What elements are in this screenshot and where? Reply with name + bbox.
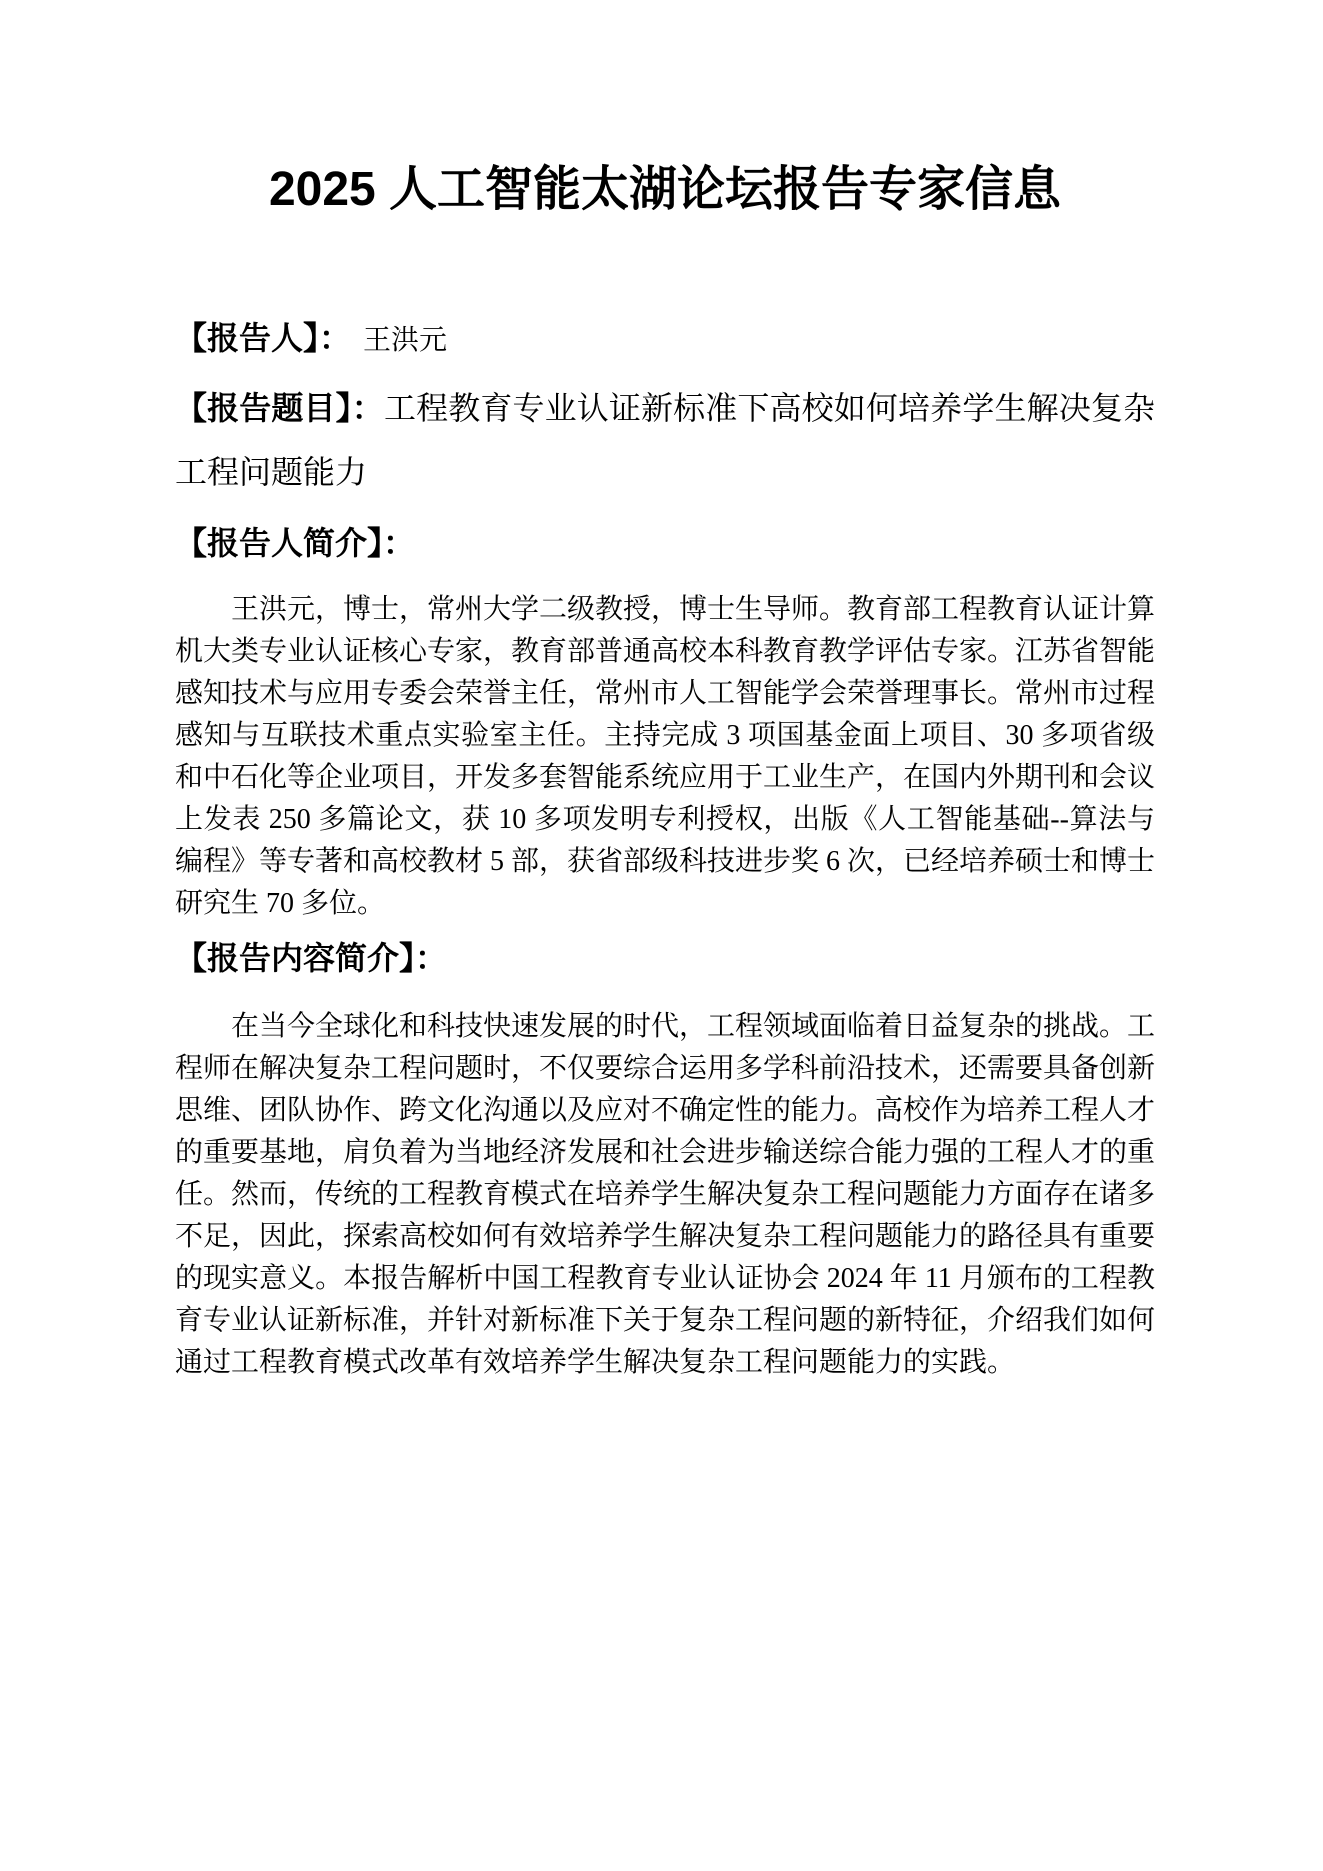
presenter-line bbox=[175, 316, 1155, 363]
presenter-name: 王洪元 bbox=[363, 325, 448, 356]
abstract-section-label: 【报告内容简介】： bbox=[175, 940, 448, 976]
presenter-label: 【报告人】： bbox=[175, 320, 352, 356]
abstract-paragraph: 在当今全球化和科技快速发展的时代，工程领域面临着日益复杂的挑战。工程师在解决复杂工程问题时，不仅要综合运用多学科前沿技术，还需要具备创新思维、团队协作、跨文化沟通以及应对不确定性的能力。高校作为培养工程人才的重要基地，肩负着为当地经济发展和社会进步输送综合能力强的工程人才的重任。然而，传统的工程教育模式在培养学生解决复杂工程问题能力方面存在诸多不足，因此，探索高校如何有效培养学生解决复杂工程问题能力的路径具有重要的现实意义。本报告解析中国工程教育专业认证协会 2024 年 11 月颁布的工程教育专业认证新标准，并针对新标准下关于复杂工程问题的新特征，介绍我们如何通过工程教育模式改革有效培养学生解决复杂工程问题能力的实践。 bbox=[175, 1011, 1156, 1378]
report-topic-line bbox=[175, 376, 1155, 504]
bio-paragraph: 王洪元，博士，常州大学二级教授，博士生导师。教育部工程教育认证计算机大类专业认证核心专家，教育部普通高校本科教育教学评估专家。江苏省智能感知技术与应用专委会荣誉主任，常州市人工智能学会荣誉理事长。常州市过程感知与互联技术重点实验室主任。主持完成 3 项国基金面上项目、30 多项省级和中石化等企业项目，开发多套智能系统应用于工业生产，在国内外期刊和会议上发表 250 多篇论文，获 10 多项发明专利授权，出版《人工智能基础--算法与编程》等专著和高校教材 5 部，获省部级科技进步奖 6 次，已经培养硕士和博士研究生 70 多位。 bbox=[175, 594, 1156, 919]
bio-section-heading bbox=[175, 521, 1155, 572]
abstract-section-heading bbox=[175, 936, 1155, 987]
bio-section-label: 【报告人简介】： bbox=[175, 525, 416, 561]
document-title: 2025 人工智能太湖论坛报告专家信息 bbox=[268, 163, 1062, 216]
report-topic-label: 【报告题目】： bbox=[175, 390, 384, 426]
report-topic-text: 工程教育专业认证新标准下高校如何培养学生解决复杂工程问题能力 bbox=[175, 390, 1155, 490]
